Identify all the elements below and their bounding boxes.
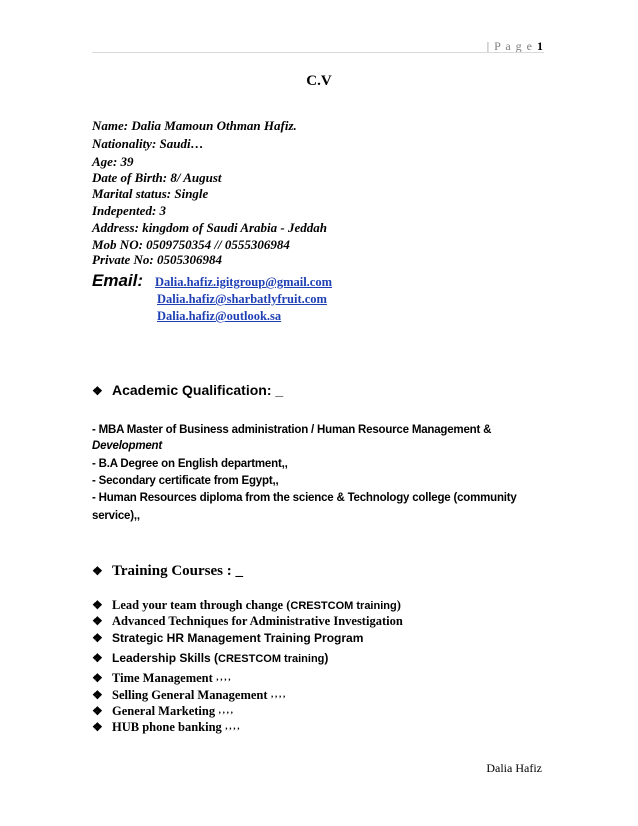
course-item: ❖ Selling General Management ‚‚‚‚ (92, 688, 287, 702)
diamond-bullet-icon: ❖ (92, 631, 103, 645)
diamond-bullet-icon: ❖ (92, 384, 103, 398)
private-phone-line: Private No: 0505306984 (92, 252, 222, 267)
academic-line: service),, (92, 510, 140, 522)
page-prefix: | P a g e (486, 39, 533, 53)
email-link-1[interactable]: Dalia.hafiz.igitgroup@gmail.com (155, 275, 333, 289)
academic-heading (92, 382, 283, 398)
diamond-bullet-icon: ❖ (92, 720, 103, 734)
diamond-bullet-icon: ❖ (92, 614, 103, 628)
diamond-bullet-icon: ❖ (92, 651, 103, 665)
email-link-2[interactable]: Dalia.hafiz@sharbatlyfruit.com (157, 292, 327, 306)
name-line: Name: Dalia Mamoun Othman Hafiz. (92, 118, 297, 133)
age-line: Age: 39 (92, 154, 134, 169)
diamond-bullet-icon: ❖ (92, 564, 103, 578)
academic-line: Development (92, 440, 163, 452)
course-item: ❖ Time Management ‚‚‚‚ (92, 671, 232, 685)
course-item: ❖ HUB phone banking ‚‚‚‚ (92, 720, 241, 734)
dob-line: Date of Birth: 8/ August (92, 170, 222, 185)
mobile-line: Mob NO: 0509750354 // 0555306984 (92, 237, 290, 252)
dependents-line: Indepented: 3 (92, 203, 167, 218)
academic-line: - MBA Master of Business administration / Human Resource Management & (92, 424, 492, 436)
document-title: C.V (306, 73, 332, 89)
course-item: ❖ Advanced Techniques for Administrative Investigation (92, 614, 403, 628)
diamond-bullet-icon: ❖ (92, 704, 103, 718)
footer-author: Dalia Hafiz (486, 761, 542, 775)
email-link-3[interactable]: Dalia.hafiz@outlook.sa (157, 309, 282, 323)
nationality-line: Nationality: Saudi… (92, 136, 204, 151)
marital-status-line: Marital status: Single (92, 186, 209, 201)
email-label: Email: (92, 271, 144, 290)
course-item: ❖ Leadership Skills (CRESTCOM training) (92, 651, 329, 665)
course-item: ❖ Strategic HR Management Training Program (92, 631, 364, 645)
training-heading (92, 563, 243, 580)
academic-line: - Secondary certificate from Egypt,, (92, 475, 279, 487)
diamond-bullet-icon: ❖ (92, 688, 103, 702)
page-number: 1 (537, 39, 544, 53)
training-heading-text: Training Courses : _ (112, 563, 243, 579)
course-item: ❖ Lead your team through change (CRESTCOM training) (92, 598, 401, 612)
address-line: Address: kingdom of Saudi Arabia - Jeddah (92, 220, 327, 235)
diamond-bullet-icon: ❖ (92, 671, 103, 685)
academic-line: - B.A Degree on English department,, (92, 458, 288, 470)
header-divider (92, 52, 544, 53)
academic-heading-text: Academic Qualification: _ (112, 382, 284, 398)
diamond-bullet-icon: ❖ (92, 598, 103, 612)
academic-line: - Human Resources diploma from the science & Technology college (community (92, 492, 517, 504)
course-item: ❖ General Marketing ‚‚‚‚ (92, 704, 235, 718)
